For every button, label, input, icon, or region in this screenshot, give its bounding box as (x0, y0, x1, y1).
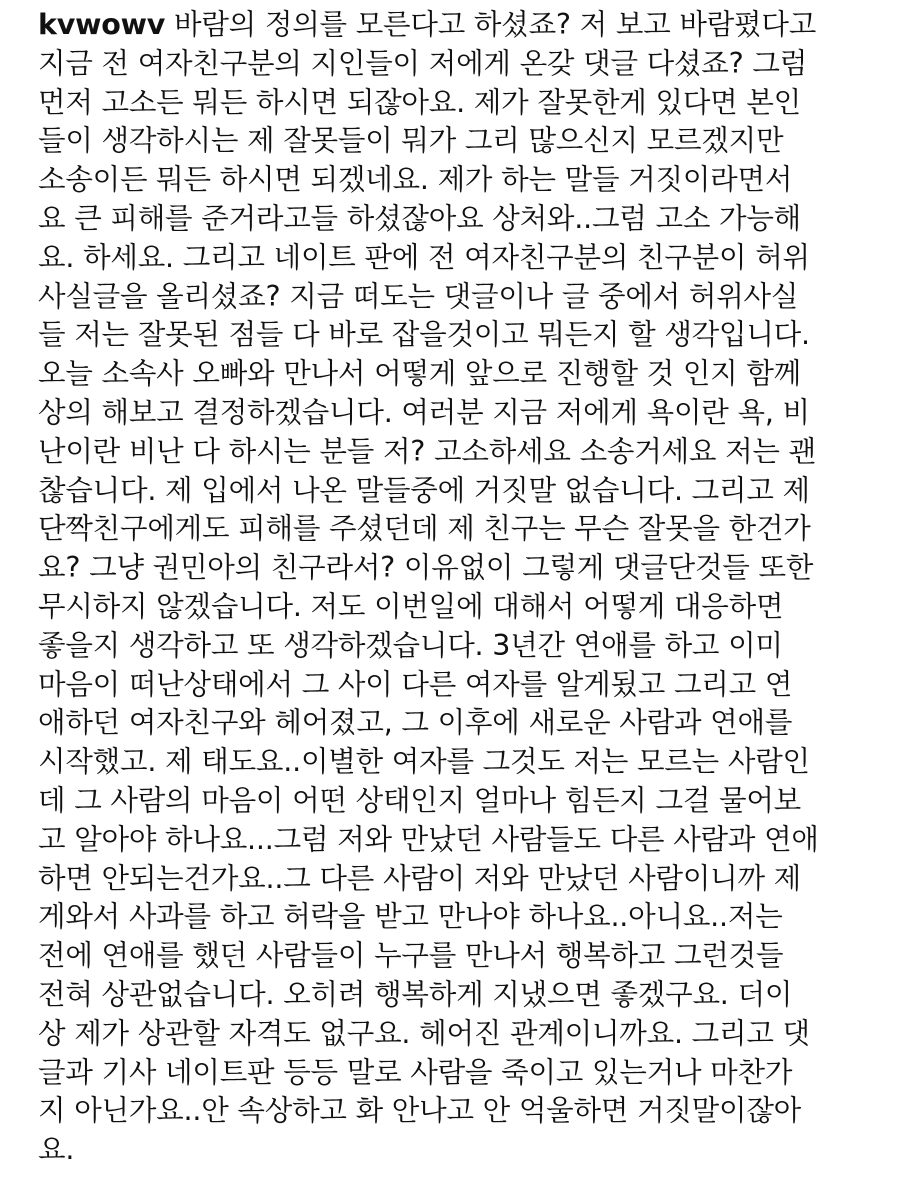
caption-line: 요 큰 피해를 준거라고들 하셨잖아요 상처와..그럼 고소 가능해 (38, 201, 802, 235)
caption-line-1 (38, 6, 898, 45)
caption-line: 지금 전 여자친구분의 지인들이 저에게 온갖 댓글 다셨죠? 그럼 (38, 46, 808, 80)
caption-line: 상 제가 상관할 자격도 없구요. 헤어진 관계이니까요. 그리고 댓 (38, 1016, 810, 1050)
username-link[interactable]: kvwowv (38, 8, 166, 41)
caption-line: 지 아닌가요..안 속상하고 화 안나고 안 억울하면 거짓말이잖아 (38, 1094, 802, 1128)
caption-line: 들이 생각하시는 제 잘못들이 뭐가 그리 많으신지 모르겠지만 (38, 124, 784, 158)
caption-line: 요? 그냥 권민아의 친구라서? 이유없이 그렇게 댓글단것들 또한 (38, 551, 814, 585)
caption-line: 글과 기사 네이트판 등등 말로 사람을 죽이고 있는거나 마찬가 (38, 1055, 793, 1089)
caption-line: 들 저는 잘못된 점들 다 바로 잡을것이고 뭐든지 할 생각입니다. (38, 318, 810, 352)
caption-line: 사실글을 올리셨죠? 지금 떠도는 댓글이나 글 중에서 허위사실 (38, 279, 799, 313)
caption-text: 바람의 정의를 모른다고 하셨죠? 저 보고 바람폈다고 (165, 8, 817, 41)
caption-line: 요. (38, 1133, 75, 1167)
caption-line: 오늘 소속사 오빠와 만나서 어떻게 앞으로 진행할 것 인지 함께 (38, 357, 802, 391)
caption-line: 단짝친구에게도 피해를 주셨던데 제 친구는 무슨 잘못을 한건가 (38, 512, 811, 546)
caption-line: 소송이든 뭐든 하시면 되겠네요. 제가 하는 말들 거짓이라면서 (38, 163, 793, 197)
caption-line: 마음이 떠난상태에서 그 사이 다른 여자를 알게됬고 그리고 연 (38, 667, 793, 701)
caption-line: 게와서 사과를 하고 허락을 받고 만나야 하나요..아니요..저는 (38, 900, 783, 934)
caption-line: 무시하지 않겠습니다. 저도 이번일에 대해서 어떻게 대응하면 (38, 589, 784, 623)
caption-line: 난이란 비난 다 하시는 분들 저? 고소하세요 소송거세요 저는 괜 (38, 434, 816, 468)
caption-line: 애하던 여자친구와 헤어졌고, 그 이후에 새로운 사람과 연애를 (38, 706, 793, 740)
caption-line: 전혀 상관없습니다. 오히려 행복하게 지냈으면 좋겠구요. 더이 (38, 977, 793, 1011)
caption-line: 시작했고. 제 태도요..이별한 여자를 그것도 저는 모르는 사람인 (38, 745, 810, 779)
caption-line: 하면 안되는건가요..그 다른 사람이 저와 만났던 사람이니까 제 (38, 861, 802, 895)
caption-line: 요. 하세요. 그리고 네이트 판에 전 여자친구분의 친구분이 허위 (38, 240, 810, 274)
caption-line: 좋을지 생각하고 또 생각하겠습니다. 3년간 연애를 하고 이미 (38, 628, 783, 662)
caption-line: 고 알아야 하나요...그럼 저와 만났던 사람들도 다른 사람과 연애 (38, 822, 819, 856)
caption-line: 데 그 사람의 마음이 어떤 상태인지 얼마나 힘든지 그걸 물어보 (38, 783, 802, 817)
caption-line: 상의 해보고 결정하겠습니다. 여러분 지금 저에게 욕이란 욕, 비 (38, 395, 810, 429)
post-caption (38, 6, 898, 1170)
caption-line: 먼저 고소든 뭐든 하시면 되잖아요. 제가 잘못한게 있다면 본인 (38, 85, 802, 119)
caption-line: 전에 연애를 했던 사람들이 누구를 만나서 행복하고 그런것들 (38, 939, 784, 973)
caption-line: 찮습니다. 제 입에서 나온 말들중에 거짓말 없습니다. 그리고 제 (38, 473, 810, 507)
